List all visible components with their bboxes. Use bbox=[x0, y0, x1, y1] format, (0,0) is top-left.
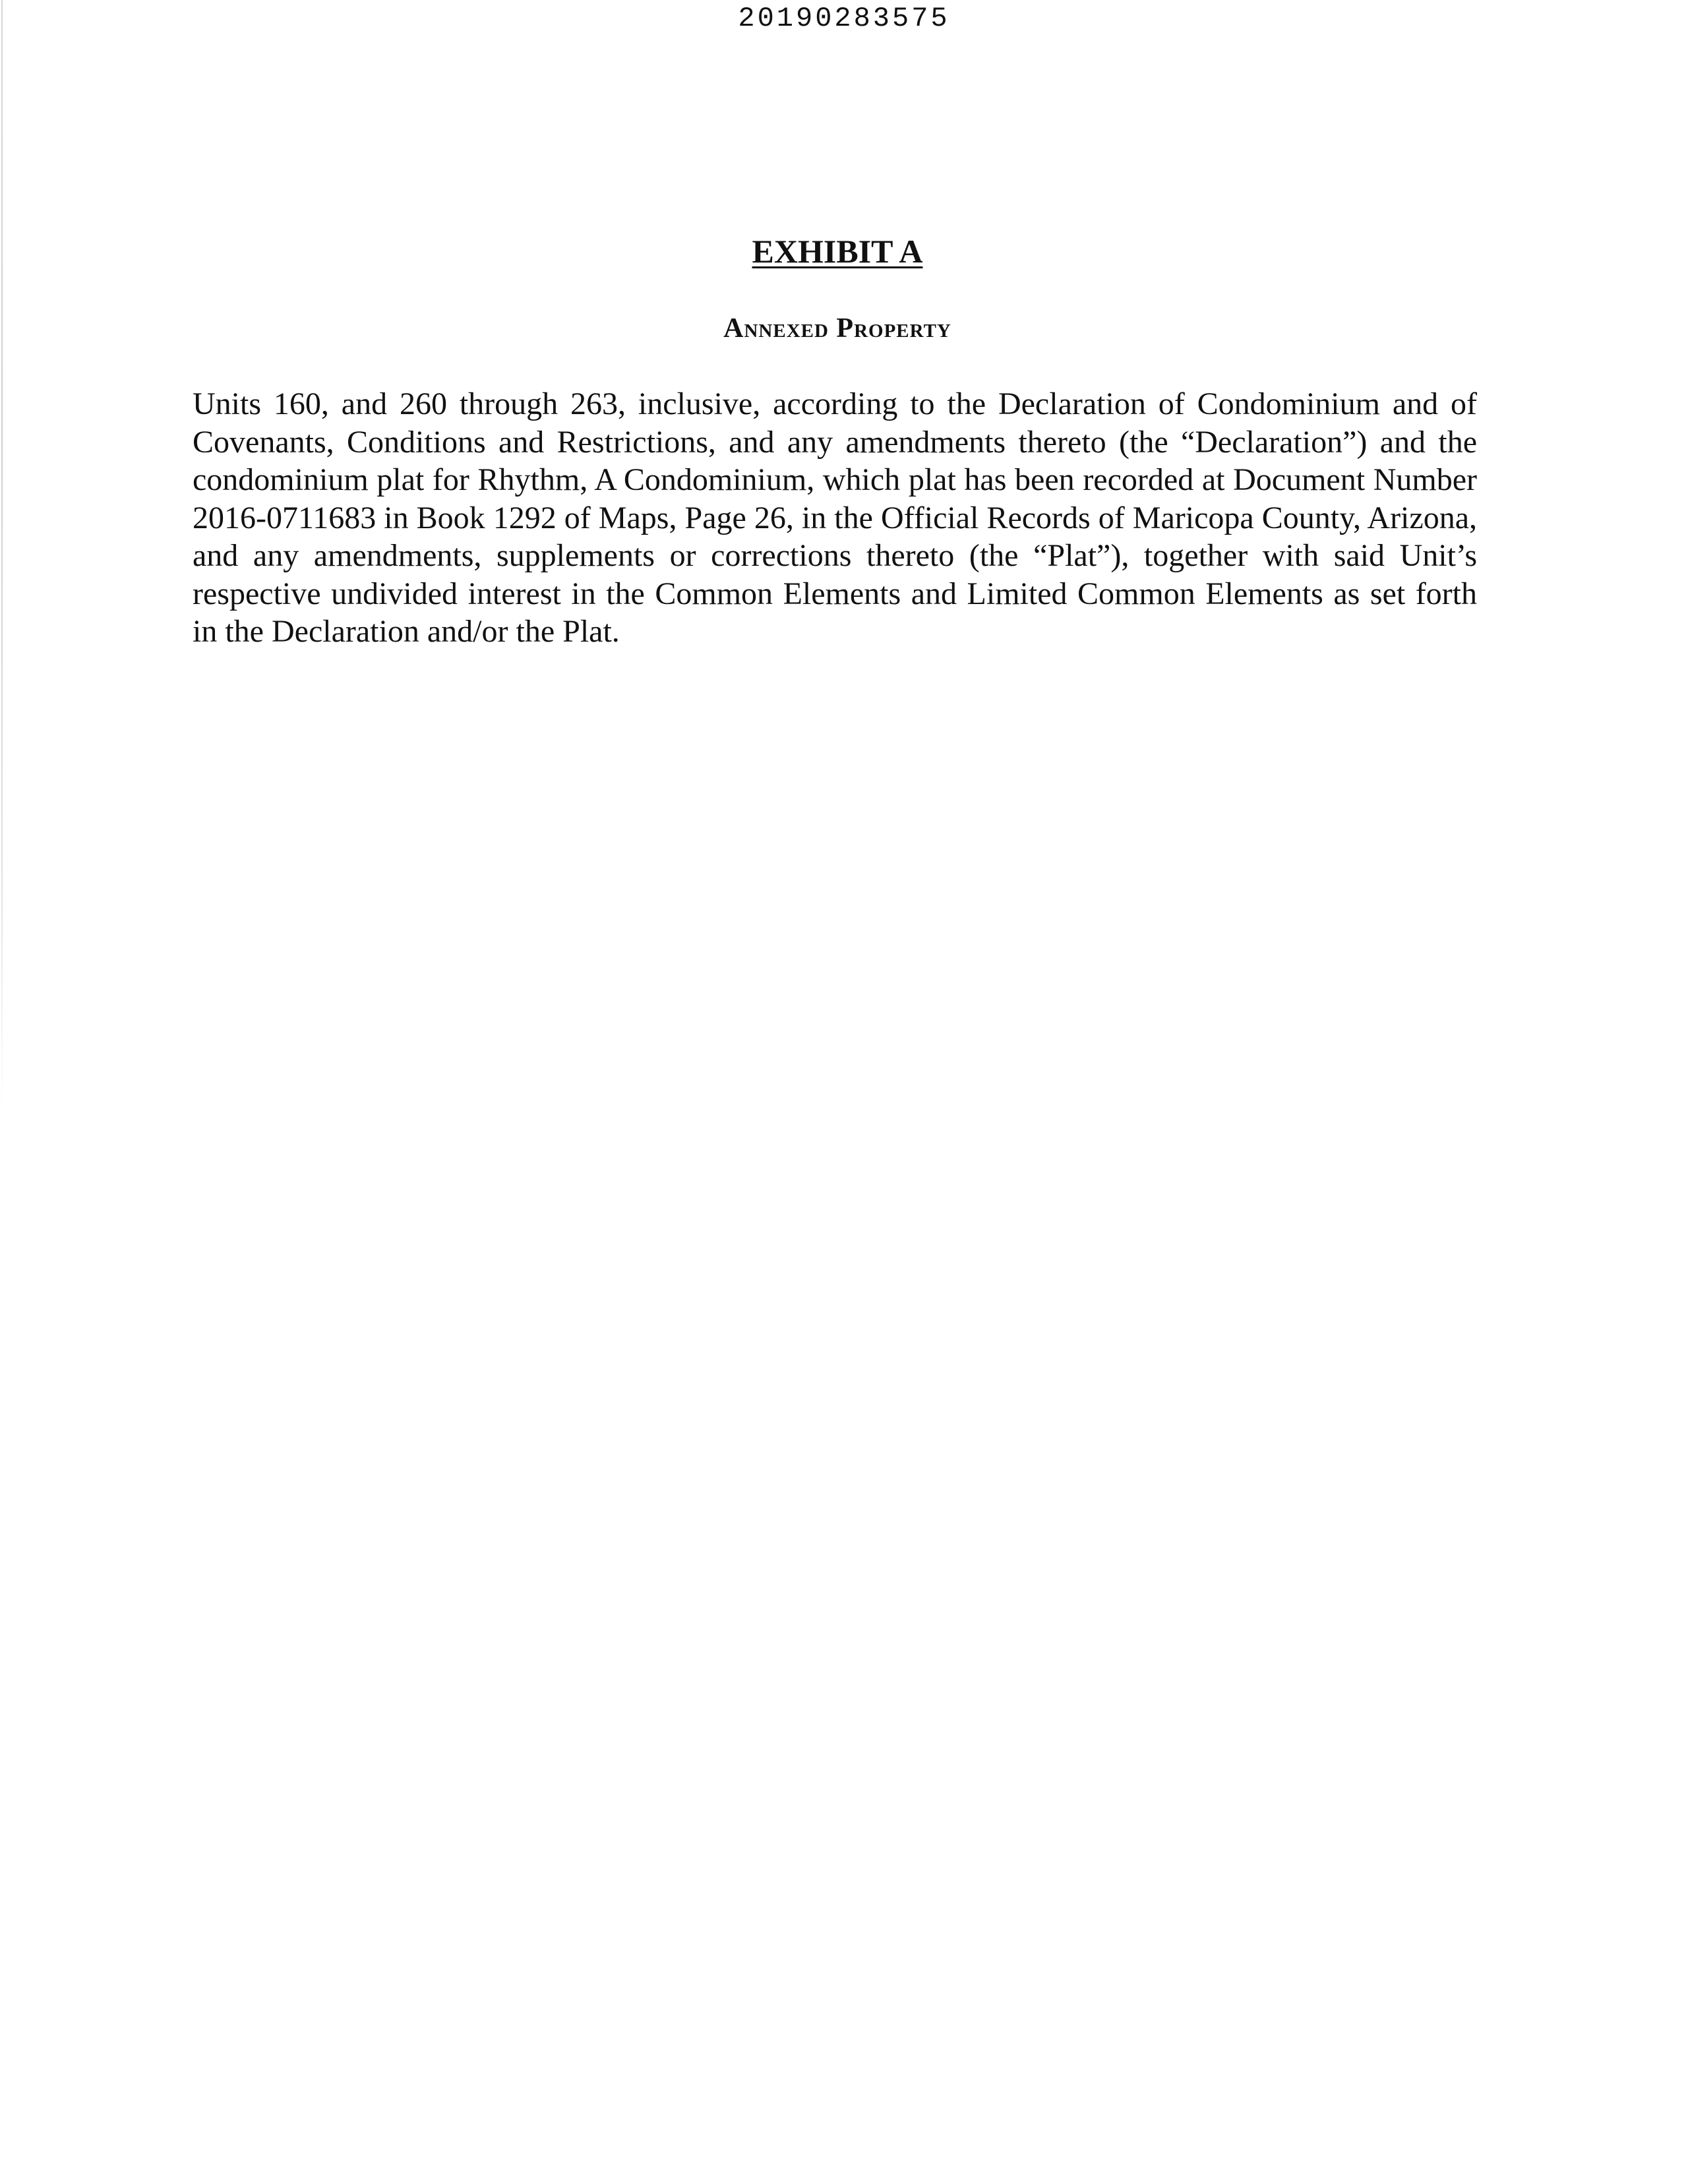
exhibit-title: EXHIBIT A bbox=[752, 233, 923, 270]
legal-description-paragraph: Units 160, and 260 through 263, inclusive, according to the Declaration of Condominium and of Covenants, Conditions and Restrictions, and any amendments thereto (the “Declaration”) and the condominium plat for Rhythm, A Condominium, which plat has been recorded at Document Number 2016-0711683 in Book 1292 of Maps, Page 26, in the Official Records of Maricopa County, Arizona, and any amendments, supplements or corrections thereto (the “Plat”), together with said Unit’s respective undivided interest in the Common Elements and Limited Common Elements as set forth in the Declaration and/or the Plat. bbox=[193, 386, 1477, 649]
exhibit-title-container bbox=[0, 232, 1675, 270]
section-title: Annexed Property bbox=[723, 313, 951, 344]
recording-number: 20190283575 bbox=[738, 3, 950, 34]
scan-edge-line bbox=[1, 0, 3, 1108]
